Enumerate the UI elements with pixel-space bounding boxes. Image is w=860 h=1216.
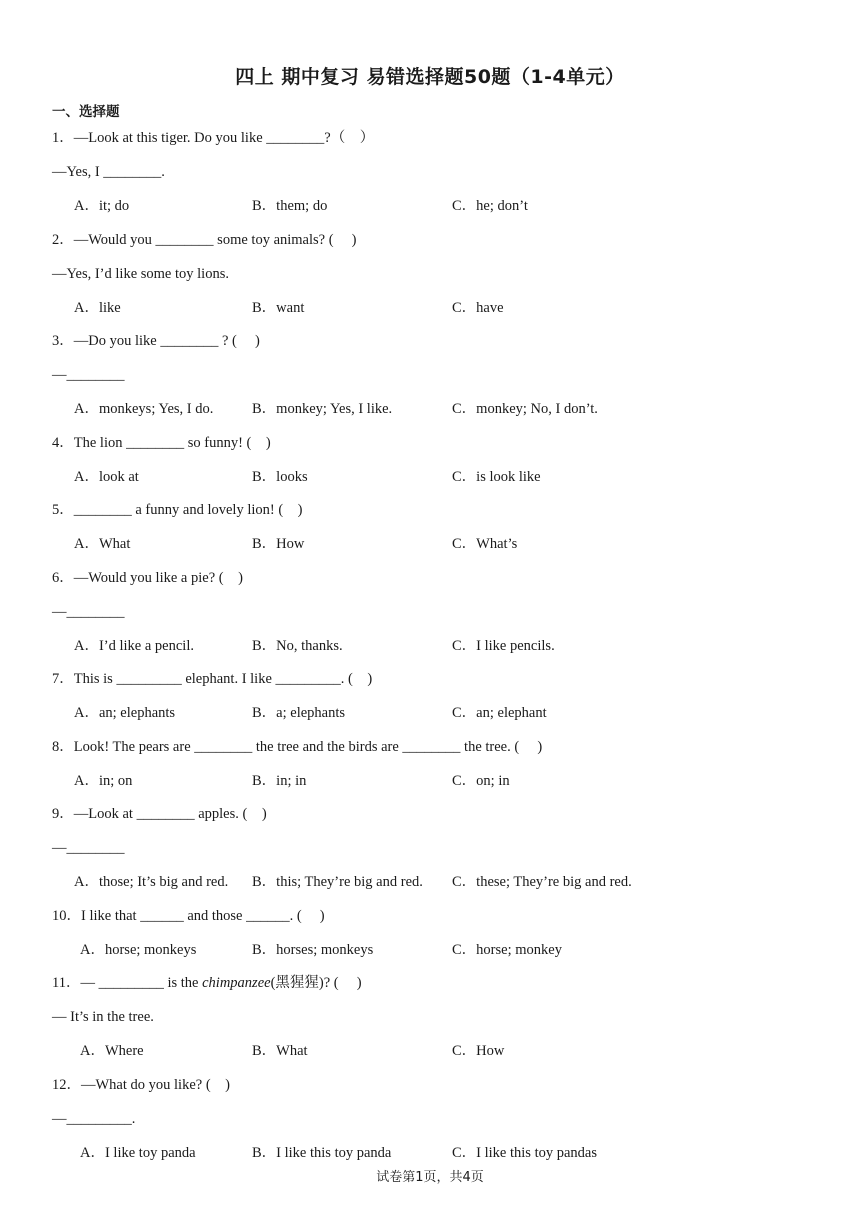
option-c: C．on; in bbox=[452, 773, 510, 789]
question-11-italic-word: chimpanzee bbox=[202, 975, 271, 991]
option-c: C．What’s bbox=[452, 536, 518, 552]
option-a: A．horse; monkeys bbox=[80, 942, 197, 958]
question-10-stem: 10．I like that ______ and those ______. ( ) bbox=[52, 908, 325, 924]
question-11-stem-end: (黑猩猩)? ( ) bbox=[270, 975, 362, 991]
question-8-stem: 8．Look! The pears are ________ the tree and the birds are ________ the tree. ( ) bbox=[52, 739, 543, 755]
option-b: B．a; elephants bbox=[252, 705, 346, 721]
question-9-stem: 9．—Look at ________ apples. ( ) bbox=[52, 806, 267, 822]
option-a: A．I like toy panda bbox=[80, 1145, 196, 1161]
option-b: B．I like this toy panda bbox=[252, 1145, 392, 1161]
option-c: C．How bbox=[452, 1043, 505, 1059]
option-a: A．look at bbox=[74, 469, 139, 485]
option-a: A．monkeys; Yes, I do. bbox=[74, 401, 214, 417]
question-4-stem: 4．The lion ________ so funny! ( ) bbox=[52, 435, 271, 451]
option-c: C．he; don’t bbox=[452, 198, 528, 214]
question-12-stem: 12．—What do you like? ( ) bbox=[52, 1077, 230, 1093]
question-7-stem: 7．This is _________ elephant. I like _________. ( ) bbox=[52, 671, 373, 687]
option-b: B．them; do bbox=[252, 198, 328, 214]
page-title: 四上 期中复习 易错选择题50题（1-4单元） bbox=[235, 66, 625, 88]
option-b: B．What bbox=[252, 1043, 308, 1059]
option-c: C．have bbox=[452, 300, 504, 316]
question-5-stem: 5．________ a funny and lovely lion! ( ) bbox=[52, 502, 303, 518]
option-c: C．these; They’re big and red. bbox=[452, 874, 632, 890]
page-footer: 试卷第1页，共4页 bbox=[376, 1170, 484, 1185]
option-c: C．horse; monkey bbox=[452, 942, 562, 958]
option-b: B．No, thanks. bbox=[252, 638, 343, 654]
question-1-answer-line: —Yes, I ________. bbox=[52, 164, 165, 180]
question-6-stem: 6．—Would you like a pie? ( ) bbox=[52, 570, 243, 586]
question-3-answer-line: —________ bbox=[52, 367, 125, 383]
option-a: A．those; It’s big and red. bbox=[74, 874, 229, 890]
section-heading: 一、选择题 bbox=[52, 104, 120, 120]
option-b: B．looks bbox=[252, 469, 308, 485]
option-a: A．What bbox=[74, 536, 131, 552]
option-a: A．Where bbox=[80, 1043, 144, 1059]
question-2-answer-line: —Yes, I’d like some toy lions. bbox=[52, 266, 229, 282]
question-11-stem-start: 11．— _________ is the bbox=[52, 975, 203, 991]
option-b: B．How bbox=[252, 536, 305, 552]
option-c: C．an; elephant bbox=[452, 705, 547, 721]
option-a: A．like bbox=[74, 300, 121, 316]
question-3-stem: 3．—Do you like ________ ? ( ) bbox=[52, 333, 260, 349]
option-a: A．in; on bbox=[74, 773, 133, 789]
option-b: B．monkey; Yes, I like. bbox=[252, 401, 393, 417]
option-c: C．I like pencils. bbox=[452, 638, 555, 654]
question-1-stem: 1．—Look at this tiger. Do you like ________?（ ） bbox=[52, 130, 375, 146]
option-a: A．an; elephants bbox=[74, 705, 176, 721]
option-c: C．monkey; No, I don’t. bbox=[452, 401, 598, 417]
option-b: B．horses; monkeys bbox=[252, 942, 374, 958]
option-c: C．is look like bbox=[452, 469, 541, 485]
option-c: C．I like this toy pandas bbox=[452, 1145, 597, 1161]
question-11-answer-line: — It’s in the tree. bbox=[52, 1009, 154, 1025]
question-11-stem bbox=[52, 974, 362, 992]
question-9-answer-line: —________ bbox=[52, 840, 125, 856]
option-b: B．in; in bbox=[252, 773, 307, 789]
option-b: B．want bbox=[252, 300, 305, 316]
option-b: B．this; They’re big and red. bbox=[252, 874, 423, 890]
option-a: A．I’d like a pencil. bbox=[74, 638, 194, 654]
option-a: A．it; do bbox=[74, 198, 130, 214]
question-2-stem: 2．—Would you ________ some toy animals? ( ) bbox=[52, 232, 357, 248]
question-12-answer-line: —_________. bbox=[52, 1111, 136, 1127]
question-6-answer-line: —________ bbox=[52, 604, 125, 620]
